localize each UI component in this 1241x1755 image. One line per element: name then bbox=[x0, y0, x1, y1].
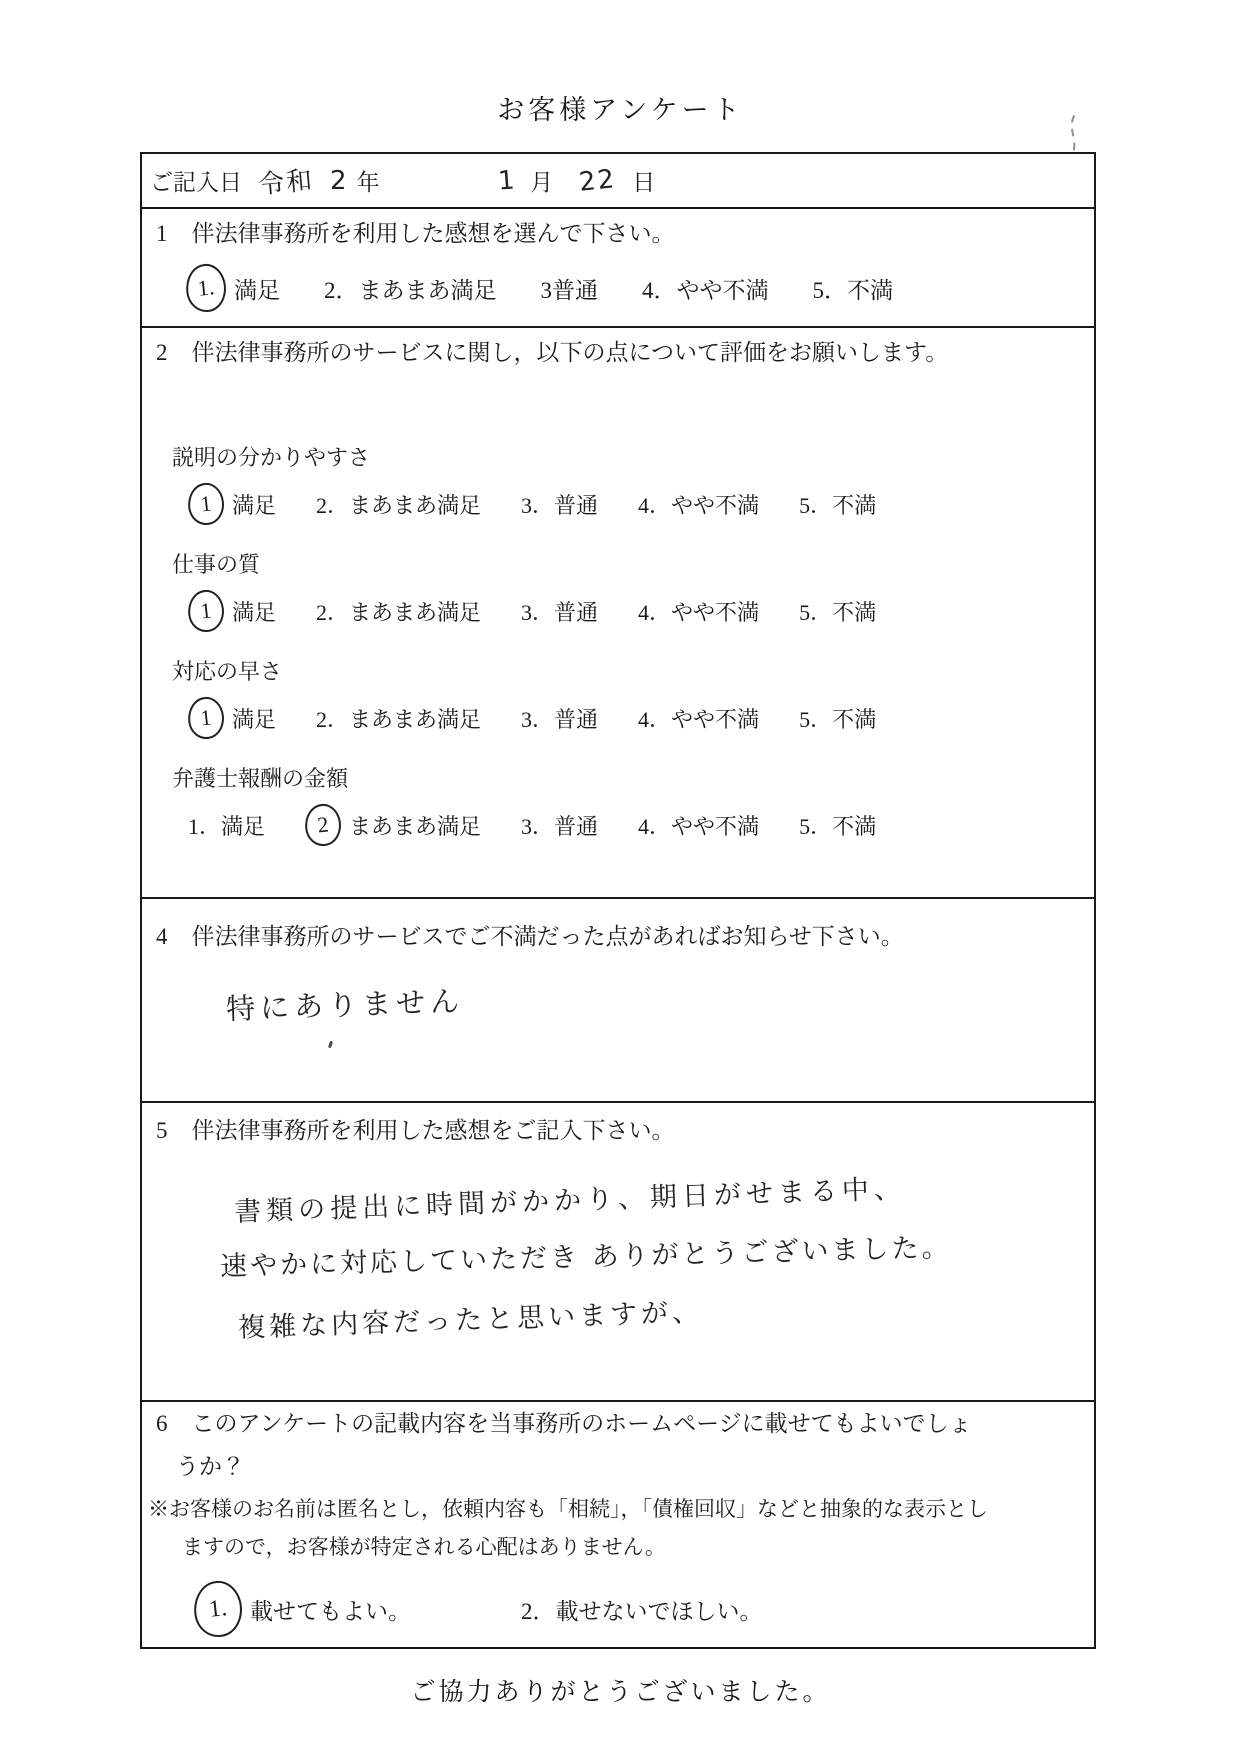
date-month-unit: 月 bbox=[530, 170, 554, 195]
criterion-attorney-fees bbox=[172, 764, 1094, 846]
q6-option-2: 2．載せないでほしい。 bbox=[521, 1598, 763, 1624]
rating-option-2: 2．まあまあ満足 bbox=[316, 492, 482, 518]
rating-option-2-selected bbox=[305, 804, 481, 846]
page-title: お客様アンケート bbox=[497, 95, 744, 125]
rating-option-3: 3．普通 bbox=[521, 599, 599, 625]
question-6-number: 6 bbox=[156, 1411, 168, 1436]
q1-option-4: 4．やや不満 bbox=[642, 277, 769, 303]
q1-option-1-label: 満足 bbox=[234, 277, 280, 303]
question-1-heading bbox=[142, 209, 1094, 250]
criterion-explanation-clarity bbox=[172, 443, 1094, 525]
rating-option-1: 1．満足 bbox=[188, 813, 266, 839]
question-5-handwritten-answer bbox=[219, 1169, 1094, 1344]
question-6-text-line2: うか？ bbox=[176, 1454, 245, 1479]
question-6-section bbox=[142, 1402, 1094, 1647]
question-4-number: 4 bbox=[156, 924, 168, 949]
question-1-text: 伴法律事務所を利用した感想を選んで下さい。 bbox=[191, 221, 675, 246]
question-5-text: 伴法律事務所を利用した感想をご記入下さい。 bbox=[191, 1118, 675, 1143]
criterion-work-quality bbox=[172, 550, 1094, 632]
selection-circle: 1 bbox=[186, 588, 226, 634]
date-year-handwritten: 2 bbox=[330, 165, 349, 196]
q1-option-2: 2．まあまあ満足 bbox=[324, 277, 497, 303]
rating-option-4: 4．やや不満 bbox=[638, 492, 760, 518]
criterion-response-speed bbox=[172, 657, 1094, 739]
rating-option-5: 5．不満 bbox=[799, 813, 877, 839]
rating-option-1-selected bbox=[188, 483, 276, 525]
selection-circle: 1 bbox=[186, 481, 226, 527]
date-month-handwritten: 1 bbox=[496, 164, 518, 197]
answer-line-1: 書類の提出に時間がかかり、期日がせまる中、 bbox=[233, 1173, 907, 1228]
q1-option-3: 3普通 bbox=[540, 277, 598, 303]
scan-artifact-dot bbox=[328, 1041, 333, 1049]
question-5-heading bbox=[142, 1103, 1094, 1147]
date-day-handwritten: 22 bbox=[577, 163, 618, 198]
criterion-name: 弁護士報酬の金額 bbox=[172, 766, 349, 791]
question-6-text-line1: このアンケートの記載内容を当事務所のホームページに載せてもよいでしょ bbox=[191, 1411, 972, 1436]
rating-option-4: 4．やや不満 bbox=[638, 813, 760, 839]
selection-circle: 1. bbox=[191, 1579, 245, 1640]
rating-option-3: 3．普通 bbox=[521, 813, 599, 839]
criterion-options bbox=[188, 697, 1094, 739]
question-6-options bbox=[194, 1581, 1094, 1637]
rating-option-4: 4．やや不満 bbox=[638, 706, 760, 732]
criterion-options bbox=[188, 804, 1094, 846]
criterion-name: 対応の早さ bbox=[172, 659, 283, 684]
answer-line-2: 速やかに対応していただき ありがとうございました。 bbox=[219, 1232, 952, 1283]
rating-option-1-label: 満足 bbox=[232, 599, 277, 625]
answer-line-3: 複雑な内容だったと思いますが、 bbox=[237, 1296, 704, 1344]
date-day-unit: 日 bbox=[632, 170, 656, 195]
selection-circle: 2 bbox=[303, 802, 343, 848]
criterion-options bbox=[188, 483, 1094, 525]
criterion-name: 説明の分かりやすさ bbox=[172, 445, 371, 470]
survey-form-table bbox=[140, 152, 1096, 1649]
question-6-note-line1: ※お客様のお名前は匿名とし，依頼内容も「相続」，「債権回収」などと抽象的な表示とし bbox=[148, 1497, 988, 1521]
q1-option-1-selected bbox=[186, 264, 280, 312]
q6-option-1-selected bbox=[194, 1581, 411, 1637]
question-2-number: 2 bbox=[156, 340, 168, 365]
rating-option-2: 2．まあまあ満足 bbox=[316, 599, 482, 625]
rating-option-2: 2．まあまあ満足 bbox=[316, 706, 482, 732]
rating-option-3: 3．普通 bbox=[521, 492, 599, 518]
question-2-section bbox=[142, 328, 1094, 899]
question-1-options bbox=[186, 264, 1094, 312]
question-2-heading bbox=[142, 328, 1094, 369]
rating-option-5: 5．不満 bbox=[799, 706, 877, 732]
selection-circle: 1. bbox=[184, 262, 229, 314]
question-4-text: 伴法律事務所のサービスでご不満だった点があればお知らせ下さい。 bbox=[191, 924, 904, 949]
question-2-text: 伴法律事務所のサービスに関し，以下の点について評価をお願いします。 bbox=[191, 340, 949, 365]
question-1-number: 1 bbox=[156, 221, 168, 246]
rating-option-1-selected bbox=[188, 697, 276, 739]
question-5-number: 5 bbox=[156, 1118, 168, 1143]
question-6-heading bbox=[142, 1402, 1094, 1440]
question-4-heading bbox=[142, 899, 1094, 953]
thank-you-footer: ご協力ありがとうございました。 bbox=[410, 1679, 831, 1706]
date-year-unit: 年 bbox=[356, 170, 380, 195]
question-4-section bbox=[142, 899, 1094, 1103]
rating-option-3: 3．普通 bbox=[521, 706, 599, 732]
selection-circle: 1 bbox=[186, 695, 226, 741]
rating-option-1-label: 満足 bbox=[232, 706, 277, 732]
rating-option-5: 5．不満 bbox=[799, 599, 877, 625]
rating-option-1-selected bbox=[188, 590, 276, 632]
q1-option-5: 5．不満 bbox=[812, 277, 893, 303]
date-label: ご記入日 bbox=[150, 170, 242, 195]
question-1-section bbox=[142, 209, 1094, 328]
rating-option-5: 5．不満 bbox=[799, 492, 877, 518]
question-5-section bbox=[142, 1103, 1094, 1402]
criterion-name: 仕事の質 bbox=[172, 552, 261, 577]
date-era-handwritten: 令和 bbox=[257, 165, 316, 201]
date-row bbox=[142, 154, 1094, 209]
criterion-options bbox=[188, 590, 1094, 632]
rating-option-1-label: 満足 bbox=[232, 492, 277, 518]
q6-option-1-label: 載せてもよい。 bbox=[250, 1598, 411, 1624]
rating-option-2-label: まあまあ満足 bbox=[349, 813, 482, 839]
question-6-note-line2: ますので，お客様が特定される心配はありません。 bbox=[182, 1535, 666, 1559]
rating-option-4: 4．やや不満 bbox=[638, 599, 760, 625]
question-4-handwritten-answer: 特にありません bbox=[225, 983, 465, 1027]
